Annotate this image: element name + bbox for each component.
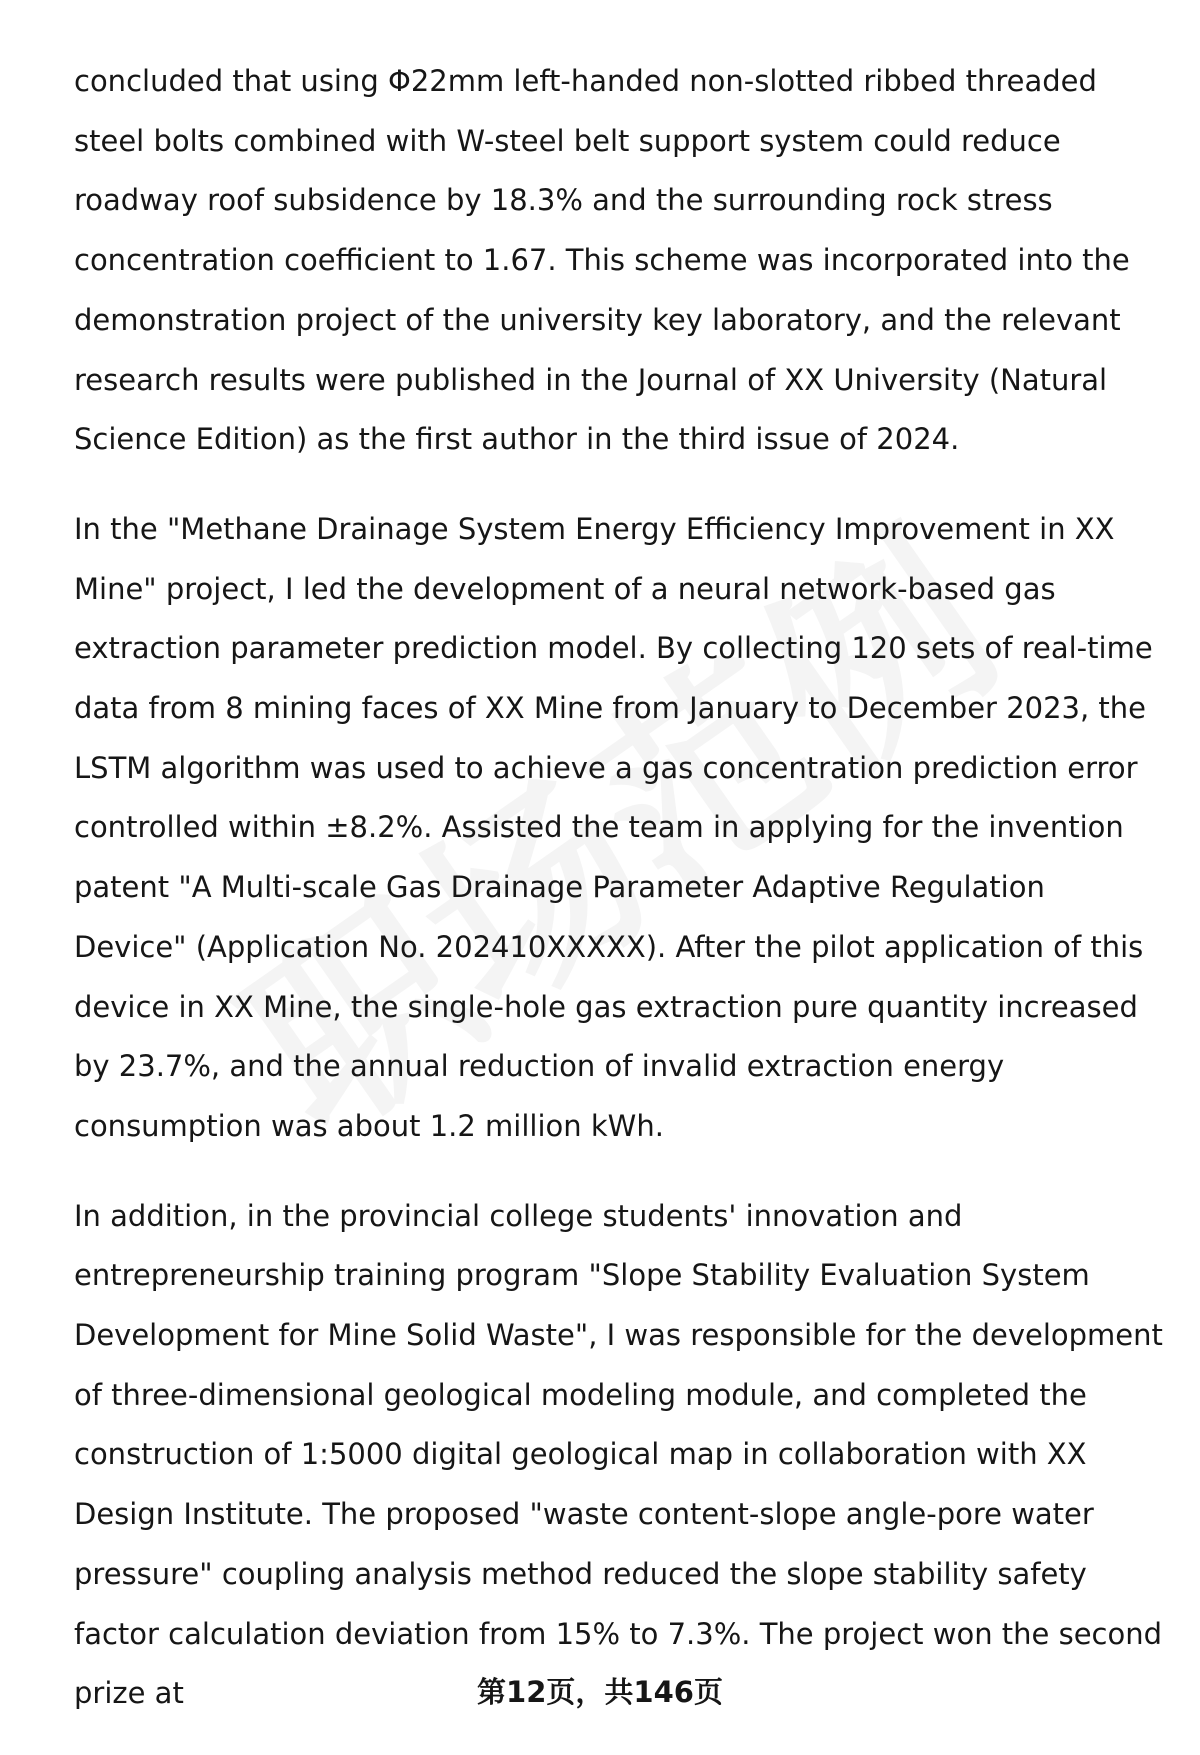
page-number: 第12页，共146页 — [477, 1675, 723, 1709]
paragraph-3: In addition, in the provincial college students' innovation and entrepreneurship training program "Slope Stability Evaluation System Development for Mine Solid Waste", I was responsible for the development of three-dimensional geological modeling module, and completed the construction of 1:5000 digital geological map in collaboration with XX Design Institute. The proposed "waste content-slope angle-pore water pressure" coupling analysis method reduced the slope stability safety factor calculation deviation from 15% to 7.3%. The project won the second prize at — [74, 1198, 1163, 1711]
document-body — [74, 52, 1164, 1754]
paragraph-2: In the "Methane Drainage System Energy Efficiency Improvement in XX Mine" project, I led the development of a neural network-based gas extraction parameter prediction model. By collecting 120 sets of real-time data from 8 mining faces of XX Mine from January to December 2023, the LSTM algorithm was used to achieve a gas concentration prediction error controlled within ±8.2%. Assisted the team in applying for the invention patent "A Multi-scale Gas Drainage Parameter Adaptive Regulation Device" (Application No. 202410XXXXX). After the pilot application of this device in XX Mine, the single-hole gas extraction pure quantity increased by 23.7%, and the annual reduction of invalid extraction energy consumption was about 1.2 million kWh. — [74, 511, 1153, 1143]
paragraph-1: concluded that using Φ22mm left-handed non-slotted ribbed threaded steel bolts combined with W-steel belt support system could reduce roadway roof subsidence by 18.3% and the surrounding rock stress concentration coefficient to 1.67. This scheme was incorporated into the demonstration project of the university key laboratory, and the relevant research results were published in the Journal of XX University (Natural Science Edition) as the first author in the third issue of 2024. — [74, 64, 1130, 457]
